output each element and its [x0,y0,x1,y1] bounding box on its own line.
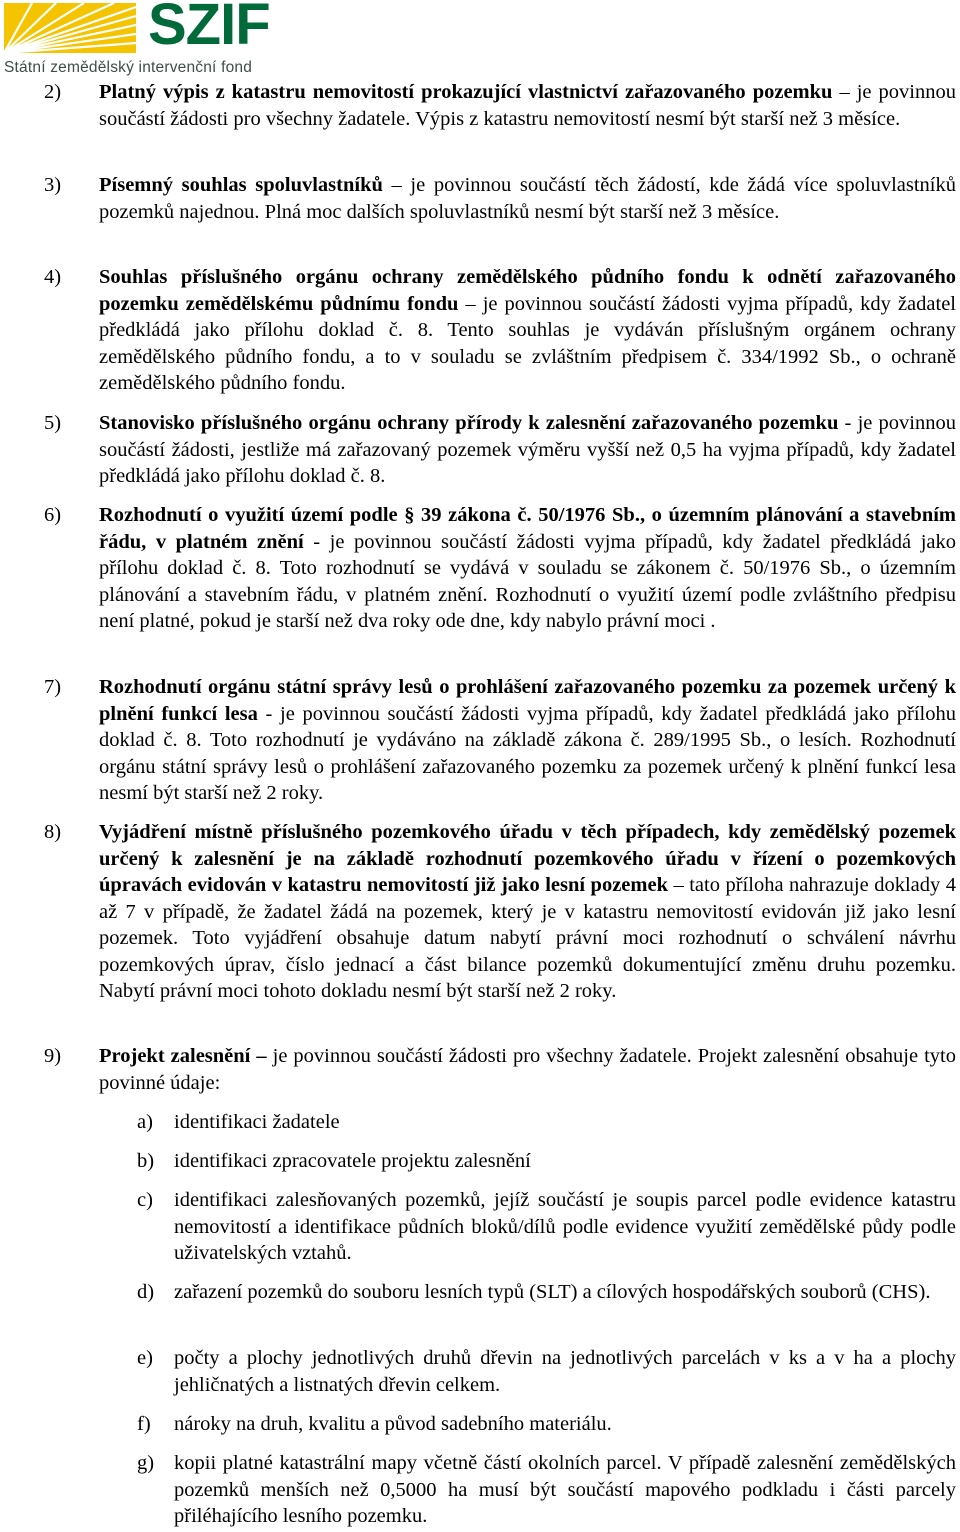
item-body [99,502,956,635]
sub-item-text: zařazení pozemků do souboru lesních typů (SLT) a cílových hospodářských souborů (CHS). [174,1281,931,1303]
item-title: Rozhodnutí o využití území podle § 39 zákona č. 50/1976 Sb., o územním plánování a stavebním řádu, v platném znění [99,504,956,553]
item-number: 8) [44,821,62,843]
item-title: Vyjádření místně příslušného pozemkového úřadu v těch případech, kdy zemědělský pozemek určený k zalesnění je na základě rozhodnutí pozemkového úřadu v řízení o pozemkových úpravách evidován v katastru nemovitostí již jako lesní pozemek [99,821,956,896]
item-title: Písemný souhlas spoluvlastníků [99,174,383,196]
sub-item-letter: b) [137,1150,155,1172]
item-number: 7) [44,676,62,698]
list-item [44,264,956,397]
list-item [44,819,956,1005]
sub-item-text: nároky na druh, kvalitu a původ sadebního materiálu. [174,1413,612,1435]
logo-subtitle: Státní zemědělský intervenční fond [4,59,253,76]
sub-list-item [137,1109,956,1136]
item-text: - je povinnou součástí žádosti vyjma případů, kdy žadatel předkládá jako přílohu doklad č. 8. Toto rozhodnutí je vydáváno na základě zákona č. 289/1995 Sb., o lesích. Rozhodnutí orgánu státní správy lesů o prohlášení zařazovaného pozemku za pozemek určený k plnění funkcí lesa nesmí být starší než 2 roky. [99,702,956,804]
sub-list-item [137,1279,956,1306]
sub-item-letter: d) [137,1281,155,1303]
sub-item-text: počty a plochy jednotlivých druhů dřevin na jednotlivých parcelách v ks a v ha a plochy jehličnatých a listnatých dřevin celkem. [174,1347,956,1396]
sub-list-item [137,1187,956,1267]
sub-item-letter: g) [137,1452,155,1474]
item-body [99,410,956,490]
item-number: 3) [44,174,62,196]
item-title: Stanovisko příslušného orgánu ochrany přírody k zalesnění zařazovaného pozemku [99,412,839,434]
list-item [44,1043,956,1096]
item-number: 2) [44,81,62,103]
item-body [99,79,956,132]
item-text: je povinnou součástí žádosti pro všechny žadatele. Projekt zalesnění obsahuje tyto povinné údaje: [99,1045,956,1094]
header-logo [0,0,300,80]
sub-item-text: identifikaci zalesňovaných pozemků, jejíž součástí je soupis parcel podle evidence katastru nemovitostí a identifikace půdních bloků/dílů podle evidence využití zemědělské půdy podle uživatelských vztahů. [174,1189,956,1264]
sub-item-text: kopii platné katastrální mapy včetně částí okolních parcel. V případě zalesnění zemědělských pozemků menších než 0,5000 ha musí být součástí mapového podkladu i části parcely přiléhajícího lesního pozemku. [174,1452,956,1527]
item-text: – je povinnou součástí žádosti vyjma případů, kdy žadatel předkládá jako přílohu doklad č. 8. Tento souhlas je vydáván příslušným orgánem ochrany zemědělského půdního fondu, a to v souladu se zvláštním předpisem č. 334/1992 Sb., o ochraně zemědělského půdního fondu. [99,292,956,394]
item-text: – je povinnou součástí žádosti pro všechny žadatele. Výpis z katastru nemovitostí nesmí být starší než 3 měsíce. [99,81,956,130]
item-number: 5) [44,412,62,434]
item-body [99,264,956,397]
sub-item-letter: a) [137,1111,153,1133]
sub-list-item [137,1450,956,1530]
sub-item-letter: e) [137,1347,153,1369]
item-body [99,172,956,225]
list-item [44,674,956,807]
list-item [44,410,956,490]
item-title: Souhlas příslušného orgánu ochrany zemědělského půdního fondu k odnětí zařazovaného pozemku zemědělskému půdnímu fondu [99,266,956,315]
sub-list-item [137,1345,956,1398]
rays-logo-icon [4,3,136,53]
item-title: Projekt zalesnění – [99,1045,267,1067]
item-body [99,674,956,807]
list-item [44,502,956,635]
item-text: - je povinnou součástí žádosti vyjma případů, kdy žadatel předkládá jako přílohu doklad č. 8. Toto rozhodnutí se vydává v souladu se zákonem č. 50/1976 Sb., o územním plánování a stavebním řádu, v platném znění. Rozhodnutí o využití území podle zvláštního předpisu není platné, pokud je starší než dva roky ode dne, kdy nabylo právní moci . [99,530,956,632]
sub-item-text: identifikaci žadatele [174,1111,340,1133]
item-title: Rozhodnutí orgánu státní správy lesů o prohlášení zařazovaného pozemku za pozemek určený k plnění funkcí lesa [99,676,956,725]
sub-item-text: identifikaci zpracovatele projektu zalesnění [174,1150,531,1172]
item-number: 9) [44,1045,62,1067]
list-item [44,172,956,225]
item-title: Platný výpis z katastru nemovitostí prokazující vlastnictví zařazovaného pozemku [99,81,833,103]
sub-item-letter: f) [137,1413,151,1435]
sub-list-item [137,1148,956,1175]
item-number: 6) [44,504,62,526]
item-body [99,819,956,1005]
sub-item-letter: c) [137,1189,153,1211]
item-text: - je povinnou součástí žádosti, jestliže má zařazovaný pozemek výměru vyšší než 0,5 ha vyjma případů, kdy žadatel předkládá jako přílohu doklad č. 8. [99,412,956,487]
item-body [99,1043,956,1096]
item-number: 4) [44,266,62,288]
item-text: – je povinnou součástí těch žádostí, kde žádá více spoluvlastníků pozemků najednou. Plná moc dalších spoluvlastníků nesmí být starší než 3 měsíce. [99,174,956,223]
logo-name: SZIF [148,0,270,57]
item-text: – tato příloha nahrazuje doklady 4 až 7 v případě, že žadatel žádá na pozemek, který je v katastru nemovitostí evidován již jako lesní pozemek. Toto vyjádření obsahuje datum nabytí právní moci rozhodnutí o schválení návrhu pozemkových úprav, číslo jednací a část bilance pozemků dokumentující změnu druhu pozemku. Nabytí právní moci tohoto dokladu nesmí být starší než 2 roky. [99,874,956,1002]
list-item [44,79,956,132]
sub-list-item [137,1411,956,1438]
